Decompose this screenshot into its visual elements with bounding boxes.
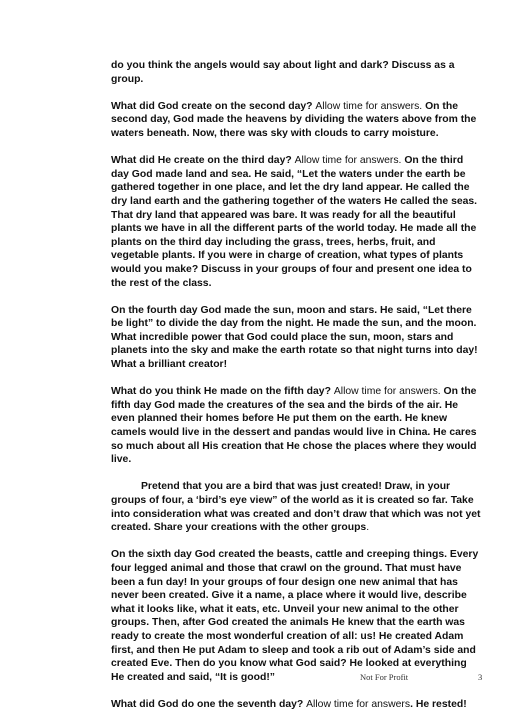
normal-text-run: Allow time for answers bbox=[306, 698, 411, 710]
normal-text-run: Allow time for answers. bbox=[333, 386, 444, 398]
bold-text-run: do you think the angels would say about light and dark? Discuss as a group. bbox=[111, 60, 455, 85]
bold-text-run: On the third day God made land and sea. He said, “Let the waters under the earth be gathered together in one place, and let the dry land appear. He called the dry land earth and the gathering together of the waters He called the seas. That dry land that appeared was bare. It was ready for all the beautiful plants we have in all the different parts of the world today. He made all the plants on the third day including the grass, trees, herbs, fruit, and vegetable plants. If you were in charge of creation, what types of plants would you make? Discuss in your groups of four and present one idea to the rest of the class. bbox=[111, 155, 478, 289]
paragraph bbox=[111, 59, 482, 86]
page-footer bbox=[0, 672, 532, 686]
paragraph bbox=[111, 698, 482, 712]
normal-text-run: Allow time for answers. bbox=[315, 100, 426, 112]
bold-text-run: What did God create on the second day? bbox=[111, 100, 316, 112]
normal-text-run: . bbox=[366, 522, 370, 534]
paragraph bbox=[111, 548, 482, 684]
normal-text-run: Allow time for answers. bbox=[294, 155, 405, 167]
bold-text-run: . He rested! bbox=[410, 698, 467, 710]
paragraph bbox=[111, 100, 482, 141]
paragraph bbox=[111, 385, 482, 467]
bold-text-run: What did He create on the third day? bbox=[111, 155, 295, 167]
paragraph bbox=[111, 480, 482, 534]
bold-text-run: On the second day, God made the heavens by dividing the waters above from the waters beneath. Now, there was sky with clouds to carry moisture. bbox=[111, 100, 477, 139]
document-body bbox=[111, 59, 482, 725]
bold-text-run: What do you think He made on the fifth day? bbox=[111, 386, 334, 398]
bold-text-run: On the fifth day God made the creatures of the sea and the birds of the air. He even planned their homes before He put them on the earth. He knew camels would live in the dessert and pandas would live in China. He cares so much about all His creation that He chose the places where they would live. bbox=[111, 386, 477, 466]
paragraph bbox=[111, 154, 482, 290]
page-number: 3 bbox=[478, 672, 483, 682]
bold-text-run: On the sixth day God created the beasts, cattle and creeping things. Every four legged animal and those that crawl on the ground. That must have been a fun day! In your groups of four design one new animal that has never been created. Give it a name, a place where it would live, describe what it looks like, what it eats, etc. Unveil your new animal to the other groups. Then, after God created the animals He knew that the earth was ready to create the most wonderful creation of all: us! He created Adam first, and then He put Adam to sleep and took a rib out of Adam’s side and created Eve. Then do you know what God said? He looked at everything He created and said, “It is good!” bbox=[111, 549, 479, 683]
paragraph bbox=[111, 304, 482, 372]
bold-text-run: What did God do one the seventh day? bbox=[111, 698, 307, 710]
bold-text-run: Pretend that you are a bird that was just created! Draw, in your groups of four, a ‘bird’s eye view” of the world as it is created so far. Take into consideration what was created and don’t draw that which was not yet created. Share your creations with the other groups bbox=[111, 481, 481, 534]
bold-text-run: On the fourth day God made the sun, moon and stars. He said, “Let there be light” to divide the day from the night. He made the sun, and the moon. What incredible power that God could place the sun, moon, stars and planets into the sky and make the earth rotate so that night turns into day! What a brilliant creator! bbox=[111, 304, 478, 371]
footer-label: Not For Profit bbox=[360, 672, 409, 682]
